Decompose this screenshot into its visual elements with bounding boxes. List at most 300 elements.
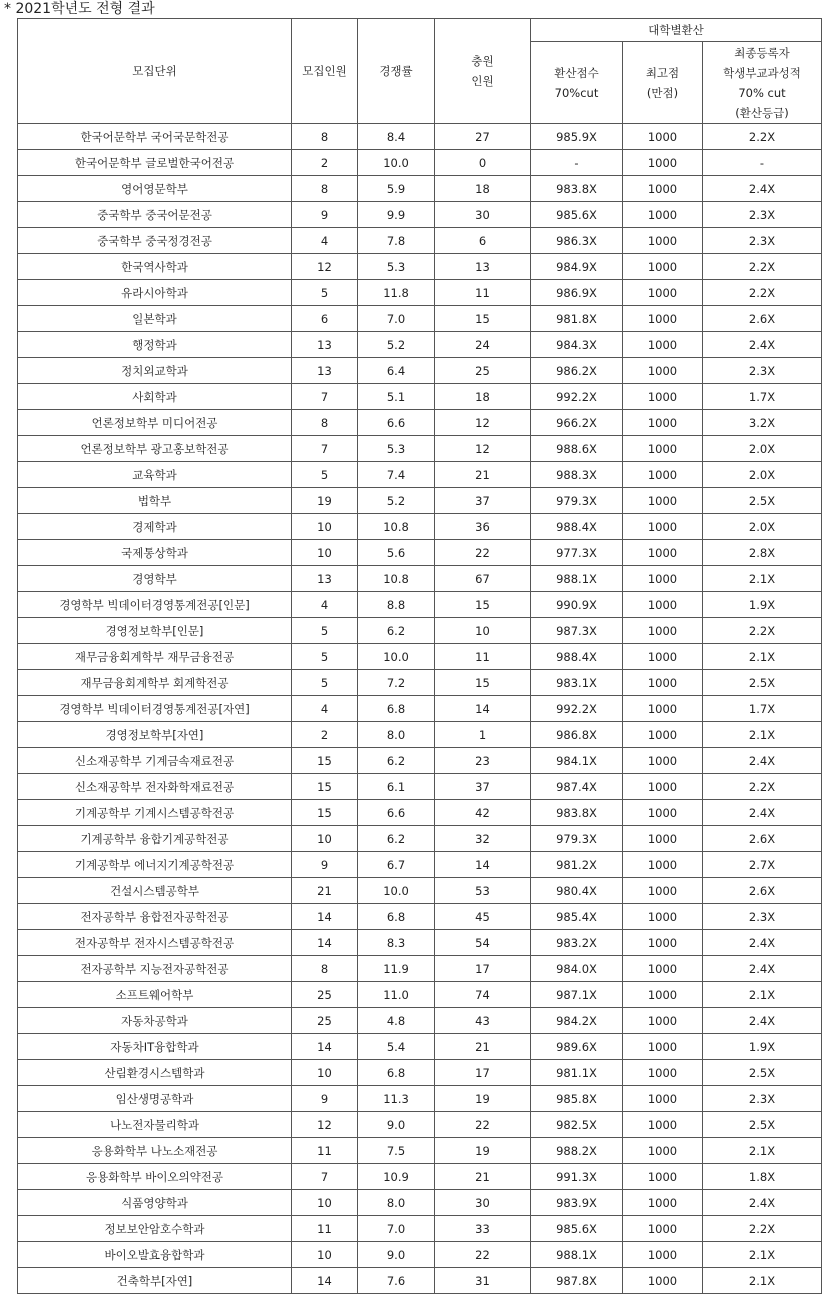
cell-grade: 2.1X	[703, 1138, 822, 1164]
cell-quota: 9	[292, 202, 358, 228]
cell-grade: 2.2X	[703, 618, 822, 644]
cell-quota: 14	[292, 904, 358, 930]
table-row	[18, 722, 822, 748]
cell-rate: 6.1	[358, 774, 435, 800]
cell-rate: 10.0	[358, 878, 435, 904]
header-grade	[703, 42, 822, 124]
cell-quota: 14	[292, 1268, 358, 1294]
cell-grade: 2.3X	[703, 904, 822, 930]
table-row	[18, 1216, 822, 1242]
cell-rate: 6.6	[358, 410, 435, 436]
cell-grade: 1.9X	[703, 592, 822, 618]
cell-grade: 1.9X	[703, 1034, 822, 1060]
table-row	[18, 800, 822, 826]
cell-score: 984.3X	[531, 332, 623, 358]
cell-max: 1000	[623, 1086, 703, 1112]
cell-grade: -	[703, 150, 822, 176]
cell-max: 1000	[623, 1112, 703, 1138]
header-rate: 경쟁률	[358, 19, 435, 124]
cell-rate: 5.2	[358, 488, 435, 514]
cell-quota: 4	[292, 592, 358, 618]
cell-rate: 9.0	[358, 1242, 435, 1268]
cell-unit: 중국학부 중국정경전공	[18, 228, 292, 254]
cell-max: 1000	[623, 956, 703, 982]
cell-unit: 경영정보학부[인문]	[18, 618, 292, 644]
cell-unit: 영어영문학부	[18, 176, 292, 202]
cell-score: 988.4X	[531, 644, 623, 670]
cell-unit: 경영학부 빅데이터경영통계전공[자연]	[18, 696, 292, 722]
cell-max: 1000	[623, 384, 703, 410]
cell-grade: 2.1X	[703, 1268, 822, 1294]
cell-rate: 8.0	[358, 722, 435, 748]
cell-rate: 8.8	[358, 592, 435, 618]
cell-grade: 2.5X	[703, 1060, 822, 1086]
cell-max: 1000	[623, 1138, 703, 1164]
cell-unit: 교육학과	[18, 462, 292, 488]
cell-rate: 6.7	[358, 852, 435, 878]
table-row	[18, 514, 822, 540]
cell-grade: 2.4X	[703, 332, 822, 358]
table-row	[18, 826, 822, 852]
cell-additional: 1	[435, 722, 531, 748]
cell-unit: 언론정보학부 미디어전공	[18, 410, 292, 436]
cell-quota: 11	[292, 1216, 358, 1242]
cell-unit: 정치외교학과	[18, 358, 292, 384]
cell-score: 979.3X	[531, 826, 623, 852]
cell-unit: 응용화학부 나노소재전공	[18, 1138, 292, 1164]
cell-additional: 18	[435, 384, 531, 410]
cell-rate: 5.4	[358, 1034, 435, 1060]
cell-quota: 25	[292, 1008, 358, 1034]
cell-score: 987.8X	[531, 1268, 623, 1294]
cell-grade: 1.7X	[703, 696, 822, 722]
cell-grade: 2.3X	[703, 202, 822, 228]
cell-unit: 자동차공학과	[18, 1008, 292, 1034]
cell-max: 1000	[623, 1268, 703, 1294]
cell-additional: 15	[435, 306, 531, 332]
cell-grade: 2.3X	[703, 1086, 822, 1112]
cell-quota: 10	[292, 1242, 358, 1268]
cell-additional: 33	[435, 1216, 531, 1242]
cell-max: 1000	[623, 514, 703, 540]
cell-quota: 21	[292, 878, 358, 904]
table-row	[18, 852, 822, 878]
cell-additional: 22	[435, 540, 531, 566]
table-body	[18, 124, 822, 1294]
cell-additional: 14	[435, 696, 531, 722]
cell-rate: 5.6	[358, 540, 435, 566]
cell-quota: 7	[292, 436, 358, 462]
cell-grade: 2.2X	[703, 280, 822, 306]
cell-unit: 언론정보학부 광고홍보학전공	[18, 436, 292, 462]
cell-additional: 30	[435, 1190, 531, 1216]
cell-unit: 한국어문학부 글로벌한국어전공	[18, 150, 292, 176]
cell-additional: 37	[435, 488, 531, 514]
cell-grade: 2.1X	[703, 982, 822, 1008]
cell-quota: 12	[292, 1112, 358, 1138]
cell-quota: 8	[292, 176, 358, 202]
table-row	[18, 124, 822, 150]
cell-quota: 8	[292, 956, 358, 982]
cell-rate: 6.6	[358, 800, 435, 826]
cell-additional: 13	[435, 254, 531, 280]
results-table	[17, 18, 822, 1294]
cell-quota: 7	[292, 1164, 358, 1190]
cell-rate: 7.6	[358, 1268, 435, 1294]
cell-max: 1000	[623, 800, 703, 826]
cell-unit: 경영학부	[18, 566, 292, 592]
cell-unit: 사회학과	[18, 384, 292, 410]
cell-score: 988.3X	[531, 462, 623, 488]
cell-unit: 기계공학부 에너지기계공학전공	[18, 852, 292, 878]
cell-grade: 2.1X	[703, 1242, 822, 1268]
cell-additional: 6	[435, 228, 531, 254]
cell-max: 1000	[623, 150, 703, 176]
cell-grade: 2.5X	[703, 1112, 822, 1138]
cell-grade: 2.4X	[703, 800, 822, 826]
header-grade-line: 최종등록자	[734, 45, 790, 60]
cell-score: 983.8X	[531, 176, 623, 202]
cell-score: 984.1X	[531, 748, 623, 774]
cell-quota: 10	[292, 826, 358, 852]
cell-unit: 재무금융회계학부 재무금융전공	[18, 644, 292, 670]
cell-grade: 2.3X	[703, 358, 822, 384]
table-row	[18, 618, 822, 644]
table-header	[18, 19, 822, 124]
cell-rate: 7.8	[358, 228, 435, 254]
cell-rate: 8.0	[358, 1190, 435, 1216]
cell-quota: 7	[292, 384, 358, 410]
cell-additional: 27	[435, 124, 531, 150]
cell-score: 985.6X	[531, 202, 623, 228]
table-row	[18, 904, 822, 930]
cell-grade: 2.4X	[703, 1190, 822, 1216]
cell-quota: 5	[292, 280, 358, 306]
cell-grade: 2.1X	[703, 644, 822, 670]
cell-grade: 2.3X	[703, 228, 822, 254]
cell-max: 1000	[623, 696, 703, 722]
cell-additional: 36	[435, 514, 531, 540]
cell-unit: 기계공학부 기계시스템공학전공	[18, 800, 292, 826]
cell-quota: 5	[292, 462, 358, 488]
cell-rate: 6.4	[358, 358, 435, 384]
cell-rate: 10.0	[358, 644, 435, 670]
cell-max: 1000	[623, 540, 703, 566]
cell-max: 1000	[623, 878, 703, 904]
table-row	[18, 748, 822, 774]
cell-quota: 19	[292, 488, 358, 514]
cell-additional: 25	[435, 358, 531, 384]
cell-quota: 2	[292, 722, 358, 748]
cell-additional: 30	[435, 202, 531, 228]
cell-max: 1000	[623, 332, 703, 358]
cell-max: 1000	[623, 410, 703, 436]
cell-grade: 2.4X	[703, 956, 822, 982]
table-row	[18, 254, 822, 280]
table-row	[18, 566, 822, 592]
table-row	[18, 644, 822, 670]
cell-additional: 37	[435, 774, 531, 800]
cell-unit: 신소재공학부 기계금속재료전공	[18, 748, 292, 774]
cell-max: 1000	[623, 176, 703, 202]
table-row	[18, 1138, 822, 1164]
cell-score: 990.9X	[531, 592, 623, 618]
cell-max: 1000	[623, 644, 703, 670]
cell-grade: 2.4X	[703, 748, 822, 774]
cell-grade: 2.6X	[703, 826, 822, 852]
header-max	[623, 42, 703, 124]
cell-score: 984.0X	[531, 956, 623, 982]
cell-quota: 10	[292, 514, 358, 540]
cell-quota: 15	[292, 748, 358, 774]
cell-grade: 2.2X	[703, 254, 822, 280]
cell-max: 1000	[623, 202, 703, 228]
cell-score: 985.4X	[531, 904, 623, 930]
table-row	[18, 176, 822, 202]
cell-score: 991.3X	[531, 1164, 623, 1190]
cell-score: 984.9X	[531, 254, 623, 280]
cell-additional: 11	[435, 644, 531, 670]
cell-rate: 7.2	[358, 670, 435, 696]
cell-grade: 2.6X	[703, 306, 822, 332]
cell-unit: 응용화학부 바이오의약전공	[18, 1164, 292, 1190]
cell-quota: 4	[292, 228, 358, 254]
table-row	[18, 540, 822, 566]
cell-rate: 10.0	[358, 150, 435, 176]
cell-unit: 한국어문학부 국어국문학전공	[18, 124, 292, 150]
cell-additional: 67	[435, 566, 531, 592]
page-title: * 2021학년도 전형 결과	[4, 1, 155, 17]
cell-max: 1000	[623, 254, 703, 280]
cell-score: 987.3X	[531, 618, 623, 644]
cell-max: 1000	[623, 358, 703, 384]
table-row	[18, 774, 822, 800]
cell-unit: 전자공학부 전자시스템공학전공	[18, 930, 292, 956]
cell-unit: 바이오발효융합학과	[18, 1242, 292, 1268]
cell-additional: 12	[435, 410, 531, 436]
table-row	[18, 1034, 822, 1060]
cell-additional: 21	[435, 462, 531, 488]
cell-rate: 8.4	[358, 124, 435, 150]
cell-score: 989.6X	[531, 1034, 623, 1060]
cell-unit: 전자공학부 융합전자공학전공	[18, 904, 292, 930]
table-row	[18, 280, 822, 306]
cell-score: 988.2X	[531, 1138, 623, 1164]
cell-rate: 10.8	[358, 514, 435, 540]
cell-additional: 54	[435, 930, 531, 956]
cell-rate: 7.5	[358, 1138, 435, 1164]
cell-rate: 5.3	[358, 436, 435, 462]
table-row	[18, 150, 822, 176]
header-quota: 모집인원	[292, 19, 358, 124]
cell-unit: 기계공학부 융합기계공학전공	[18, 826, 292, 852]
cell-additional: 43	[435, 1008, 531, 1034]
cell-unit: 경영정보학부[자연]	[18, 722, 292, 748]
cell-rate: 5.3	[358, 254, 435, 280]
cell-max: 1000	[623, 852, 703, 878]
cell-grade: 2.1X	[703, 566, 822, 592]
table-row	[18, 488, 822, 514]
cell-unit: 전자공학부 지능전자공학전공	[18, 956, 292, 982]
cell-grade: 2.7X	[703, 852, 822, 878]
table-row	[18, 878, 822, 904]
cell-quota: 2	[292, 150, 358, 176]
cell-rate: 9.9	[358, 202, 435, 228]
cell-rate: 6.8	[358, 904, 435, 930]
cell-additional: 42	[435, 800, 531, 826]
cell-grade: 2.0X	[703, 462, 822, 488]
cell-score: 987.1X	[531, 982, 623, 1008]
cell-additional: 45	[435, 904, 531, 930]
cell-rate: 7.0	[358, 306, 435, 332]
cell-rate: 8.3	[358, 930, 435, 956]
header-additional	[435, 19, 531, 124]
cell-unit: 산림환경시스템학과	[18, 1060, 292, 1086]
cell-quota: 10	[292, 1190, 358, 1216]
cell-unit: 행정학과	[18, 332, 292, 358]
cell-rate: 11.9	[358, 956, 435, 982]
cell-rate: 6.2	[358, 618, 435, 644]
cell-additional: 32	[435, 826, 531, 852]
cell-additional: 22	[435, 1242, 531, 1268]
cell-score: -	[531, 150, 623, 176]
cell-score: 986.8X	[531, 722, 623, 748]
cell-unit: 경영학부 빅데이터경영통계전공[인문]	[18, 592, 292, 618]
cell-max: 1000	[623, 1008, 703, 1034]
cell-quota: 8	[292, 124, 358, 150]
table-row	[18, 930, 822, 956]
cell-score: 983.9X	[531, 1190, 623, 1216]
header-grade-line: (환산등급)	[735, 105, 789, 120]
cell-additional: 18	[435, 176, 531, 202]
table-row	[18, 332, 822, 358]
header-unit: 모집단위	[18, 19, 292, 124]
cell-rate: 11.3	[358, 1086, 435, 1112]
table-row	[18, 358, 822, 384]
table-row	[18, 1112, 822, 1138]
cell-rate: 11.8	[358, 280, 435, 306]
cell-max: 1000	[623, 904, 703, 930]
cell-quota: 5	[292, 618, 358, 644]
cell-score: 984.2X	[531, 1008, 623, 1034]
cell-rate: 5.9	[358, 176, 435, 202]
header-max-line: (만점)	[646, 85, 679, 100]
cell-quota: 9	[292, 1086, 358, 1112]
table-row	[18, 1060, 822, 1086]
cell-rate: 10.8	[358, 566, 435, 592]
cell-rate: 10.9	[358, 1164, 435, 1190]
cell-unit: 건축학부[자연]	[18, 1268, 292, 1294]
cell-max: 1000	[623, 1060, 703, 1086]
cell-unit: 법학부	[18, 488, 292, 514]
cell-additional: 10	[435, 618, 531, 644]
cell-max: 1000	[623, 670, 703, 696]
cell-score: 986.9X	[531, 280, 623, 306]
cell-additional: 23	[435, 748, 531, 774]
header-score	[531, 42, 623, 124]
cell-max: 1000	[623, 748, 703, 774]
cell-unit: 신소재공학부 전자화학재료전공	[18, 774, 292, 800]
cell-quota: 15	[292, 774, 358, 800]
cell-score: 983.8X	[531, 800, 623, 826]
table-row	[18, 956, 822, 982]
cell-rate: 6.8	[358, 1060, 435, 1086]
cell-score: 982.5X	[531, 1112, 623, 1138]
cell-quota: 6	[292, 306, 358, 332]
table-row	[18, 1268, 822, 1294]
cell-rate: 7.4	[358, 462, 435, 488]
cell-additional: 53	[435, 878, 531, 904]
table-row	[18, 1190, 822, 1216]
cell-score: 987.4X	[531, 774, 623, 800]
cell-quota: 11	[292, 1138, 358, 1164]
cell-score: 983.1X	[531, 670, 623, 696]
cell-grade: 1.7X	[703, 384, 822, 410]
cell-additional: 15	[435, 670, 531, 696]
cell-rate: 6.2	[358, 748, 435, 774]
cell-max: 1000	[623, 280, 703, 306]
cell-grade: 2.2X	[703, 124, 822, 150]
cell-quota: 13	[292, 332, 358, 358]
cell-grade: 2.0X	[703, 514, 822, 540]
cell-score: 988.1X	[531, 566, 623, 592]
cell-score: 988.6X	[531, 436, 623, 462]
cell-max: 1000	[623, 1190, 703, 1216]
cell-score: 985.9X	[531, 124, 623, 150]
cell-grade: 2.8X	[703, 540, 822, 566]
cell-quota: 13	[292, 358, 358, 384]
table-row	[18, 306, 822, 332]
table-row	[18, 670, 822, 696]
cell-max: 1000	[623, 774, 703, 800]
header-max-line: 최고점	[645, 65, 680, 80]
cell-quota: 8	[292, 410, 358, 436]
cell-unit: 국제통상학과	[18, 540, 292, 566]
cell-max: 1000	[623, 124, 703, 150]
cell-score: 981.8X	[531, 306, 623, 332]
cell-max: 1000	[623, 722, 703, 748]
cell-additional: 19	[435, 1138, 531, 1164]
cell-max: 1000	[623, 1164, 703, 1190]
cell-grade: 2.4X	[703, 930, 822, 956]
header-additional-line: 충원	[471, 54, 494, 68]
cell-grade: 2.5X	[703, 670, 822, 696]
cell-grade: 2.4X	[703, 1008, 822, 1034]
header-grade-line: 70% cut	[738, 85, 786, 100]
cell-max: 1000	[623, 1242, 703, 1268]
cell-additional: 17	[435, 1060, 531, 1086]
cell-unit: 일본학과	[18, 306, 292, 332]
header-score-line: 70%cut	[554, 85, 599, 100]
cell-quota: 12	[292, 254, 358, 280]
cell-rate: 6.8	[358, 696, 435, 722]
cell-quota: 13	[292, 566, 358, 592]
table-row	[18, 1008, 822, 1034]
cell-additional: 0	[435, 150, 531, 176]
cell-unit: 임산생명공학과	[18, 1086, 292, 1112]
cell-unit: 건설시스템공학부	[18, 878, 292, 904]
cell-score: 985.6X	[531, 1216, 623, 1242]
cell-unit: 나노전자물리학과	[18, 1112, 292, 1138]
cell-additional: 19	[435, 1086, 531, 1112]
cell-grade: 1.8X	[703, 1164, 822, 1190]
cell-max: 1000	[623, 306, 703, 332]
cell-unit: 중국학부 중국어문전공	[18, 202, 292, 228]
cell-max: 1000	[623, 826, 703, 852]
cell-rate: 11.0	[358, 982, 435, 1008]
cell-max: 1000	[623, 1216, 703, 1242]
cell-unit: 식품영양학과	[18, 1190, 292, 1216]
